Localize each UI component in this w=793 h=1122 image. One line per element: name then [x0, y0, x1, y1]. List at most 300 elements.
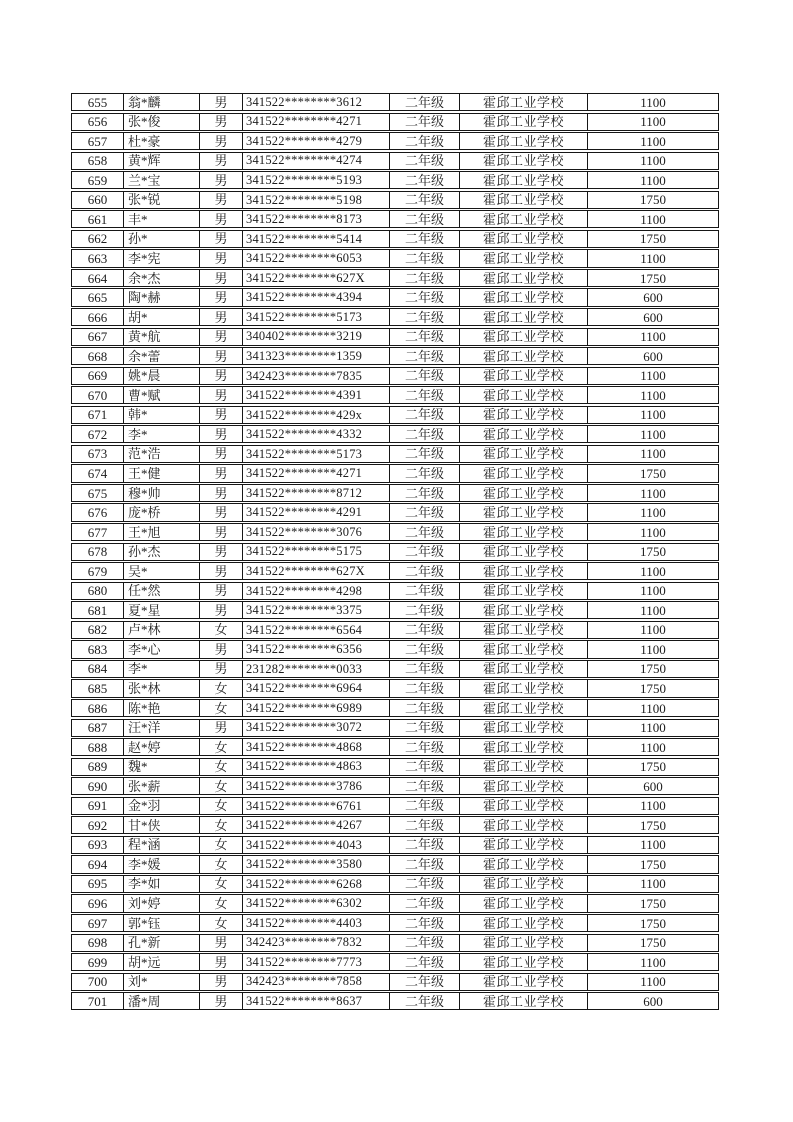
cell-amount: 1100: [640, 387, 666, 403]
cell-grade: 二年级: [390, 895, 460, 911]
cell-id-number: 341522********5414: [243, 231, 390, 247]
cell-student-name: 韩*: [124, 407, 200, 423]
cell-student-name: 夏*星: [124, 602, 200, 618]
cell-gender: 男: [200, 407, 243, 423]
cell-row-number: 693: [72, 837, 124, 853]
cell-id-number: 341522********4391: [243, 387, 390, 403]
cell-id-number: 341522********429x: [243, 407, 390, 423]
cell-gender: 男: [200, 954, 243, 970]
cell-grade: 二年级: [390, 720, 460, 736]
cell-grade: 二年级: [390, 993, 460, 1009]
cell-grade: 二年级: [390, 915, 460, 931]
cell-school-name: 霍邱工业学校: [460, 133, 588, 149]
cell-amount: 1750: [640, 465, 666, 481]
cell-grade: 二年级: [390, 387, 460, 403]
cell-amount: 1100: [640, 485, 666, 501]
table-row: [71, 719, 719, 737]
cell-amount: 1100: [640, 739, 666, 755]
cell-id-number: 341522********4271: [243, 465, 390, 481]
cell-grade: 二年级: [390, 504, 460, 520]
cell-id-number: 341522********8637: [243, 993, 390, 1009]
table-row: [71, 406, 719, 424]
cell-student-name: 胡*: [124, 309, 200, 325]
table-row: [71, 992, 719, 1010]
cell-row-number: 699: [72, 954, 124, 970]
cell-grade: 二年级: [390, 446, 460, 462]
cell-row-number: 656: [72, 114, 124, 130]
cell-student-name: 魏*: [124, 759, 200, 775]
cell-grade: 二年级: [390, 348, 460, 364]
cell-grade: 二年级: [390, 641, 460, 657]
cell-grade: 二年级: [390, 172, 460, 188]
cell-row-number: 668: [72, 348, 124, 364]
cell-gender: 男: [200, 446, 243, 462]
cell-grade: 二年级: [390, 524, 460, 540]
cell-school-name: 霍邱工业学校: [460, 622, 588, 638]
table-row: [71, 621, 719, 639]
table-row: [71, 328, 719, 346]
cell-student-name: 程*涵: [124, 837, 200, 853]
cell-gender: 男: [200, 544, 243, 560]
cell-student-name: 李*媛: [124, 856, 200, 872]
cell-grade: 二年级: [390, 329, 460, 345]
cell-grade: 二年级: [390, 856, 460, 872]
cell-id-number: 342423********7835: [243, 368, 390, 384]
cell-gender: 女: [200, 817, 243, 833]
cell-grade: 二年级: [390, 309, 460, 325]
cell-gender: 女: [200, 915, 243, 931]
cell-row-number: 676: [72, 504, 124, 520]
cell-student-name: 李*心: [124, 641, 200, 657]
cell-student-name: 王*健: [124, 465, 200, 481]
cell-grade: 二年级: [390, 817, 460, 833]
cell-gender: 男: [200, 720, 243, 736]
cell-school-name: 霍邱工业学校: [460, 798, 588, 814]
cell-id-number: 341522********4868: [243, 739, 390, 755]
cell-student-name: 金*羽: [124, 798, 200, 814]
cell-row-number: 696: [72, 895, 124, 911]
cell-school-name: 霍邱工业学校: [460, 485, 588, 501]
cell-grade: 二年级: [390, 778, 460, 794]
cell-amount: 1100: [640, 368, 666, 384]
cell-gender: 男: [200, 583, 243, 599]
cell-student-name: 孙*杰: [124, 544, 200, 560]
table-row: [71, 367, 719, 385]
cell-grade: 二年级: [390, 153, 460, 169]
table-row: [71, 934, 719, 952]
cell-grade: 二年级: [390, 583, 460, 599]
table-row: [71, 973, 719, 991]
table-row: [71, 601, 719, 619]
cell-amount: 1100: [640, 446, 666, 462]
cell-gender: 男: [200, 250, 243, 266]
cell-id-number: 341522********4403: [243, 915, 390, 931]
cell-amount: 1100: [640, 798, 666, 814]
cell-row-number: 667: [72, 329, 124, 345]
cell-school-name: 霍邱工业学校: [460, 172, 588, 188]
cell-amount: 1100: [640, 641, 666, 657]
cell-student-name: 张*俊: [124, 114, 200, 130]
table-row: [71, 93, 719, 111]
cell-gender: 男: [200, 935, 243, 951]
cell-grade: 二年级: [390, 739, 460, 755]
cell-row-number: 681: [72, 602, 124, 618]
table-row: [71, 875, 719, 893]
cell-student-name: 张*薪: [124, 778, 200, 794]
cell-school-name: 霍邱工业学校: [460, 504, 588, 520]
table-row: [71, 288, 719, 306]
table-row: [71, 894, 719, 912]
cell-id-number: 341522********3580: [243, 856, 390, 872]
cell-gender: 女: [200, 622, 243, 638]
table-row: [71, 132, 719, 150]
cell-grade: 二年级: [390, 133, 460, 149]
cell-id-number: 341522********6356: [243, 641, 390, 657]
cell-id-number: 341522********6268: [243, 876, 390, 892]
cell-gender: 男: [200, 172, 243, 188]
cell-grade: 二年级: [390, 759, 460, 775]
cell-amount: 600: [643, 309, 663, 325]
cell-id-number: 341522********6964: [243, 680, 390, 696]
cell-amount: 1100: [640, 563, 666, 579]
cell-row-number: 680: [72, 583, 124, 599]
cell-grade: 二年级: [390, 954, 460, 970]
cell-student-name: 王*旭: [124, 524, 200, 540]
cell-student-name: 黄*航: [124, 329, 200, 345]
cell-gender: 男: [200, 465, 243, 481]
cell-amount: 1750: [640, 935, 666, 951]
table-row: [71, 210, 719, 228]
cell-id-number: 231282********0033: [243, 661, 390, 677]
cell-grade: 二年级: [390, 680, 460, 696]
cell-id-number: 341522********4394: [243, 289, 390, 305]
cell-amount: 1100: [640, 974, 666, 990]
cell-student-name: 姚*晨: [124, 368, 200, 384]
cell-school-name: 霍邱工业学校: [460, 974, 588, 990]
cell-row-number: 672: [72, 426, 124, 442]
cell-student-name: 卢*林: [124, 622, 200, 638]
cell-school-name: 霍邱工业学校: [460, 544, 588, 560]
cell-row-number: 701: [72, 993, 124, 1009]
cell-id-number: 341522********6761: [243, 798, 390, 814]
cell-student-name: 吴*: [124, 563, 200, 579]
cell-gender: 女: [200, 700, 243, 716]
table-row: [71, 914, 719, 932]
cell-id-number: 341522********5175: [243, 544, 390, 560]
cell-gender: 女: [200, 837, 243, 853]
cell-row-number: 697: [72, 915, 124, 931]
table-row: [71, 484, 719, 502]
table-row: [71, 113, 719, 131]
cell-school-name: 霍邱工业学校: [460, 289, 588, 305]
cell-gender: 男: [200, 270, 243, 286]
cell-grade: 二年级: [390, 368, 460, 384]
cell-row-number: 665: [72, 289, 124, 305]
cell-row-number: 692: [72, 817, 124, 833]
cell-row-number: 658: [72, 153, 124, 169]
cell-gender: 男: [200, 661, 243, 677]
cell-school-name: 霍邱工业学校: [460, 153, 588, 169]
cell-school-name: 霍邱工业学校: [460, 114, 588, 130]
cell-row-number: 691: [72, 798, 124, 814]
cell-row-number: 683: [72, 641, 124, 657]
cell-gender: 女: [200, 739, 243, 755]
cell-id-number: 341522********3612: [243, 94, 390, 110]
cell-amount: 1100: [640, 94, 666, 110]
cell-student-name: 赵*婷: [124, 739, 200, 755]
cell-gender: 男: [200, 504, 243, 520]
cell-student-name: 李*如: [124, 876, 200, 892]
cell-school-name: 霍邱工业学校: [460, 700, 588, 716]
cell-row-number: 674: [72, 465, 124, 481]
cell-grade: 二年级: [390, 661, 460, 677]
cell-id-number: 341522********3076: [243, 524, 390, 540]
cell-id-number: 341522********6053: [243, 250, 390, 266]
cell-student-name: 汪*洋: [124, 720, 200, 736]
cell-row-number: 669: [72, 368, 124, 384]
cell-school-name: 霍邱工业学校: [460, 329, 588, 345]
cell-gender: 男: [200, 641, 243, 657]
cell-school-name: 霍邱工业学校: [460, 387, 588, 403]
cell-school-name: 霍邱工业学校: [460, 739, 588, 755]
cell-gender: 男: [200, 485, 243, 501]
cell-gender: 女: [200, 759, 243, 775]
cell-id-number: 341522********8173: [243, 211, 390, 227]
cell-school-name: 霍邱工业学校: [460, 641, 588, 657]
cell-school-name: 霍邱工业学校: [460, 895, 588, 911]
cell-amount: 1100: [640, 153, 666, 169]
cell-school-name: 霍邱工业学校: [460, 993, 588, 1009]
cell-amount: 1100: [640, 407, 666, 423]
cell-student-name: 丰*: [124, 211, 200, 227]
cell-grade: 二年级: [390, 974, 460, 990]
cell-student-name: 任*然: [124, 583, 200, 599]
cell-gender: 男: [200, 524, 243, 540]
cell-amount: 1100: [640, 329, 666, 345]
cell-amount: 1100: [640, 114, 666, 130]
cell-school-name: 霍邱工业学校: [460, 720, 588, 736]
cell-student-name: 兰*宝: [124, 172, 200, 188]
cell-gender: 男: [200, 387, 243, 403]
cell-school-name: 霍邱工业学校: [460, 759, 588, 775]
cell-amount: 1750: [640, 817, 666, 833]
cell-id-number: 341522********8712: [243, 485, 390, 501]
table-row: [71, 816, 719, 834]
cell-row-number: 657: [72, 133, 124, 149]
cell-student-name: 曹*赋: [124, 387, 200, 403]
cell-amount: 1100: [640, 700, 666, 716]
cell-id-number: 341522********5193: [243, 172, 390, 188]
cell-student-name: 庞*桥: [124, 504, 200, 520]
table-row: [71, 797, 719, 815]
cell-school-name: 霍邱工业学校: [460, 935, 588, 951]
cell-student-name: 李*: [124, 426, 200, 442]
cell-school-name: 霍邱工业学校: [460, 602, 588, 618]
cell-gender: 男: [200, 563, 243, 579]
cell-id-number: 341522********627X: [243, 270, 390, 286]
cell-school-name: 霍邱工业学校: [460, 426, 588, 442]
cell-row-number: 659: [72, 172, 124, 188]
cell-amount: 1100: [640, 583, 666, 599]
cell-grade: 二年级: [390, 407, 460, 423]
cell-row-number: 694: [72, 856, 124, 872]
cell-gender: 女: [200, 876, 243, 892]
cell-gender: 女: [200, 895, 243, 911]
cell-school-name: 霍邱工业学校: [460, 915, 588, 931]
cell-gender: 男: [200, 368, 243, 384]
cell-id-number: 341522********6302: [243, 895, 390, 911]
table-row: [71, 269, 719, 287]
cell-row-number: 655: [72, 94, 124, 110]
table-row: [71, 855, 719, 873]
cell-id-number: 341522********4298: [243, 583, 390, 599]
cell-id-number: 341522********3786: [243, 778, 390, 794]
cell-row-number: 664: [72, 270, 124, 286]
cell-amount: 1100: [640, 211, 666, 227]
cell-school-name: 霍邱工业学校: [460, 837, 588, 853]
cell-gender: 男: [200, 329, 243, 345]
cell-row-number: 671: [72, 407, 124, 423]
cell-student-name: 翁*麟: [124, 94, 200, 110]
table-row: [71, 386, 719, 404]
cell-student-name: 张*林: [124, 680, 200, 696]
cell-amount: 1100: [640, 602, 666, 618]
table-row: [71, 679, 719, 697]
cell-row-number: 698: [72, 935, 124, 951]
cell-id-number: 341522********4863: [243, 759, 390, 775]
cell-school-name: 霍邱工业学校: [460, 231, 588, 247]
cell-row-number: 685: [72, 680, 124, 696]
cell-student-name: 张*锐: [124, 192, 200, 208]
cell-student-name: 黄*辉: [124, 153, 200, 169]
cell-row-number: 695: [72, 876, 124, 892]
cell-student-name: 穆*帅: [124, 485, 200, 501]
cell-school-name: 霍邱工业学校: [460, 856, 588, 872]
cell-row-number: 682: [72, 622, 124, 638]
cell-amount: 1750: [640, 661, 666, 677]
cell-row-number: 675: [72, 485, 124, 501]
cell-id-number: 341522********5198: [243, 192, 390, 208]
cell-grade: 二年级: [390, 426, 460, 442]
cell-gender: 男: [200, 231, 243, 247]
table-row: [71, 543, 719, 561]
cell-id-number: 342423********7858: [243, 974, 390, 990]
cell-id-number: 341522********5173: [243, 309, 390, 325]
table-row: [71, 230, 719, 248]
cell-row-number: 662: [72, 231, 124, 247]
cell-id-number: 341522********4279: [243, 133, 390, 149]
cell-row-number: 686: [72, 700, 124, 716]
cell-grade: 二年级: [390, 94, 460, 110]
cell-student-name: 孔*新: [124, 935, 200, 951]
cell-school-name: 霍邱工业学校: [460, 192, 588, 208]
cell-school-name: 霍邱工业学校: [460, 524, 588, 540]
table-row: [71, 758, 719, 776]
cell-student-name: 潘*周: [124, 993, 200, 1009]
table-row: [71, 523, 719, 541]
cell-school-name: 霍邱工业学校: [460, 368, 588, 384]
cell-row-number: 663: [72, 250, 124, 266]
cell-gender: 男: [200, 602, 243, 618]
cell-school-name: 霍邱工业学校: [460, 876, 588, 892]
cell-amount: 1100: [640, 954, 666, 970]
cell-amount: 1750: [640, 270, 666, 286]
cell-grade: 二年级: [390, 935, 460, 951]
table-row: [71, 836, 719, 854]
cell-gender: 男: [200, 94, 243, 110]
cell-id-number: 341522********7773: [243, 954, 390, 970]
cell-gender: 男: [200, 993, 243, 1009]
cell-amount: 1100: [640, 426, 666, 442]
cell-id-number: 341522********4274: [243, 153, 390, 169]
cell-grade: 二年级: [390, 700, 460, 716]
cell-amount: 600: [643, 290, 663, 306]
cell-gender: 男: [200, 192, 243, 208]
cell-amount: 1100: [640, 837, 666, 853]
cell-id-number: 340402********3219: [243, 329, 390, 345]
table-row: [71, 308, 719, 326]
cell-student-name: 杜*豪: [124, 133, 200, 149]
cell-row-number: 679: [72, 563, 124, 579]
cell-row-number: 689: [72, 759, 124, 775]
cell-id-number: 341522********6989: [243, 700, 390, 716]
cell-gender: 男: [200, 114, 243, 130]
cell-id-number: 341522********3375: [243, 602, 390, 618]
cell-amount: 1750: [640, 896, 666, 912]
cell-row-number: 688: [72, 739, 124, 755]
cell-grade: 二年级: [390, 544, 460, 560]
table-row: [71, 152, 719, 170]
cell-grade: 二年级: [390, 289, 460, 305]
cell-row-number: 677: [72, 524, 124, 540]
cell-amount: 1100: [640, 172, 666, 188]
table-row: [71, 347, 719, 365]
cell-amount: 1100: [640, 524, 666, 540]
cell-row-number: 670: [72, 387, 124, 403]
cell-gender: 女: [200, 778, 243, 794]
cell-grade: 二年级: [390, 114, 460, 130]
table-row: [71, 738, 719, 756]
cell-amount: 600: [643, 348, 663, 364]
cell-school-name: 霍邱工业学校: [460, 407, 588, 423]
cell-row-number: 690: [72, 778, 124, 794]
cell-gender: 男: [200, 348, 243, 364]
cell-school-name: 霍邱工业学校: [460, 446, 588, 462]
cell-id-number: 341522********4043: [243, 837, 390, 853]
cell-grade: 二年级: [390, 211, 460, 227]
cell-student-name: 陈*艳: [124, 700, 200, 716]
cell-amount: 600: [643, 993, 663, 1009]
cell-amount: 1750: [640, 192, 666, 208]
cell-student-name: 胡*远: [124, 954, 200, 970]
cell-amount: 1100: [640, 720, 666, 736]
cell-amount: 1100: [640, 876, 666, 892]
cell-grade: 二年级: [390, 563, 460, 579]
cell-grade: 二年级: [390, 798, 460, 814]
table-row: [71, 562, 719, 580]
cell-gender: 男: [200, 309, 243, 325]
cell-amount: 1750: [640, 759, 666, 775]
cell-student-name: 李*: [124, 661, 200, 677]
cell-id-number: 341522********4332: [243, 426, 390, 442]
cell-school-name: 霍邱工业学校: [460, 309, 588, 325]
cell-school-name: 霍邱工业学校: [460, 211, 588, 227]
cell-amount: 1100: [640, 250, 666, 266]
cell-grade: 二年级: [390, 837, 460, 853]
cell-gender: 男: [200, 153, 243, 169]
cell-school-name: 霍邱工业学校: [460, 270, 588, 286]
cell-student-name: 刘*: [124, 974, 200, 990]
